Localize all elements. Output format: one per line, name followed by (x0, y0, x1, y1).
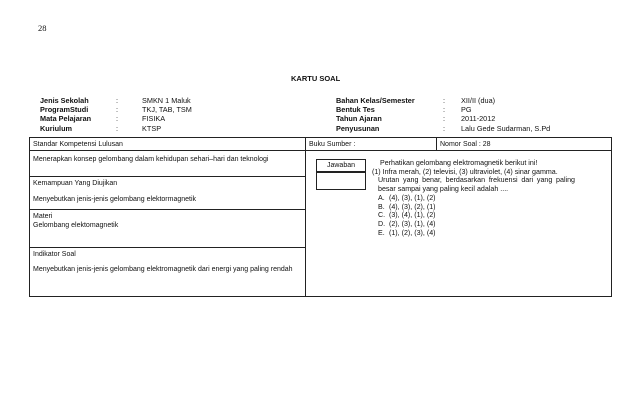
info-value: FISIKA (142, 114, 166, 124)
option-letter: E. (378, 228, 385, 237)
info-separator: : (116, 114, 119, 124)
indikator-text: Menyebutkan jenis-jenis gelombang elektromagnetik dari energi yang paling rendah (33, 266, 293, 273)
materi-header: Materi (33, 213, 53, 220)
info-separator: : (443, 105, 446, 115)
info-label: Tahun Ajaran (336, 114, 382, 124)
info-label: Penyusunan (336, 123, 380, 133)
info-row-subject (40, 114, 192, 123)
nomor-soal: Nomor Soal : 28 (440, 141, 491, 148)
standar-text-cell (29, 150, 306, 177)
option-b (372, 203, 575, 212)
info-value: 2011-2012 (461, 114, 496, 124)
option-text: (4), (3), (2), (1) (389, 202, 436, 211)
option-text: (1), (2), (3), (4) (389, 228, 436, 237)
question-body (372, 159, 575, 237)
option-c (372, 211, 575, 220)
option-a (372, 194, 575, 203)
indikator-cell (29, 247, 306, 297)
option-letter: C. (378, 211, 386, 220)
info-separator: : (443, 114, 446, 124)
option-letter: B. (378, 202, 385, 211)
info-row-author (336, 124, 550, 133)
option-text: (4), (3), (1), (2) (389, 193, 436, 202)
jawaban-box (316, 172, 366, 190)
school-info (40, 96, 192, 133)
standar-header: Standar Kompetensi Lulusan (33, 141, 123, 148)
info-value: TKJ, TAB, TSM (142, 105, 192, 115)
info-value: SMKN 1 Maluk (142, 96, 191, 105)
indikator-header: Indikator Soal (33, 251, 76, 258)
info-label: ProgramStudi (40, 105, 89, 115)
info-row-year (336, 114, 550, 123)
page-number: 28 (38, 23, 47, 33)
option-letter: A. (378, 193, 385, 202)
info-row-test-form (336, 105, 550, 114)
buku-sumber: Buku Sumber : (309, 141, 356, 148)
info-row-curriculum (40, 124, 192, 133)
info-value: KTSP (142, 123, 162, 133)
buku-sumber-cell (305, 137, 437, 151)
option-text: (3), (4), (1), (2) (389, 211, 436, 220)
question-card-table (29, 137, 612, 297)
exam-info (336, 96, 550, 133)
info-value: Lalu Gede Sudarman, S.Pd (461, 123, 551, 133)
info-separator: : (116, 123, 119, 133)
info-separator: : (443, 123, 446, 133)
materi-cell (29, 209, 306, 248)
info-value: XII/II (dua) (461, 96, 496, 105)
info-row-class (336, 96, 550, 105)
jawaban-label: Jawaban (316, 159, 366, 172)
info-label: Bentuk Tes (336, 105, 375, 115)
info-value: PG (461, 105, 472, 115)
standar-text: Menerapkan konsep gelombang dalam kehidupan sehari–hari dan teknologi (33, 156, 269, 163)
info-separator: : (443, 96, 446, 105)
info-separator: : (116, 105, 119, 115)
option-e (372, 229, 575, 238)
option-d (372, 220, 575, 229)
info-label: Bahan Kelas/Semester (336, 96, 415, 105)
nomor-soal-cell (436, 137, 612, 151)
question-intro: Perhatikan gelombang elektromagnetik berikut ini! (380, 159, 538, 167)
kemampuan-cell (29, 176, 306, 210)
question-cell (305, 150, 612, 297)
option-text: (2), (3), (1), (4) (389, 219, 436, 228)
question-instruction: Urutan yang benar, berdasarkan frekuensi dari yang paling besar sampai yang paling kecil adalah .... (378, 176, 575, 194)
info-separator: : (116, 96, 119, 105)
info-label: Jenis Sekolah (40, 96, 89, 105)
info-row-program (40, 105, 192, 114)
question-list: (1) Infra merah, (2) televisi, (3) ultraviolet, (4) sinar gamma. (372, 167, 558, 176)
kemampuan-header: Kemampuan Yang Diujikan (33, 180, 118, 187)
kemampuan-text: Menyebutkan jenis-jenis gelombang elektormagnetik (33, 196, 197, 203)
info-label: Mata Pelajaran (40, 114, 92, 124)
option-letter: D. (378, 219, 386, 228)
standar-header-cell (29, 137, 306, 151)
page-title: KARTU SOAL (291, 74, 341, 83)
info-label: Kuriulum (40, 123, 73, 133)
materi-text: Gelombang elektomagnetik (33, 222, 119, 229)
info-row-school (40, 96, 192, 105)
